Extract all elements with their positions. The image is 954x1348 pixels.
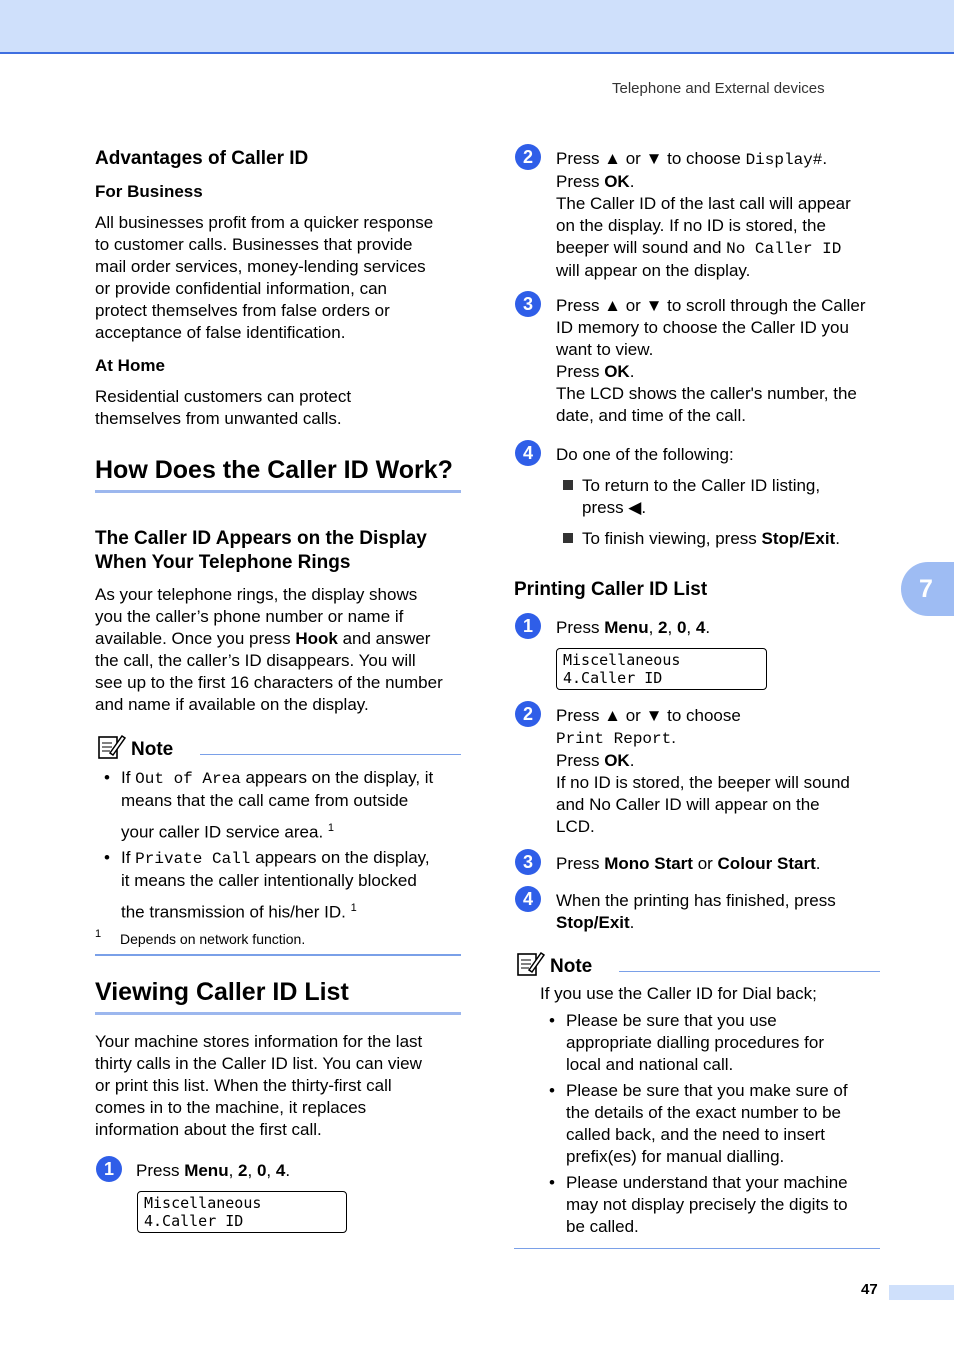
section-rule bbox=[95, 490, 461, 493]
text-line bbox=[121, 897, 466, 924]
note-bullet-marker: • bbox=[104, 848, 110, 867]
note-label: Note bbox=[550, 956, 593, 977]
key-0: 0 bbox=[676, 618, 687, 637]
text-run: . bbox=[629, 172, 635, 191]
lcd-text: Out of Area bbox=[135, 770, 241, 788]
lcd-display bbox=[556, 648, 767, 690]
text-run: , bbox=[686, 618, 696, 637]
text-line: As your telephone rings, the display shows bbox=[95, 585, 418, 604]
text-run: the transmission of his/her ID. bbox=[121, 902, 351, 922]
stop-exit-key: Stop/Exit bbox=[761, 529, 836, 548]
text-line: The LCD shows the caller's number, the bbox=[556, 384, 857, 403]
text-line: appropriate dialling procedures for bbox=[566, 1033, 824, 1052]
note-bullet-marker: • bbox=[549, 1081, 555, 1100]
step-text bbox=[556, 890, 886, 934]
step-number: 2 bbox=[515, 144, 541, 170]
text-run: available. Once you press bbox=[95, 629, 296, 648]
text-run: To finish viewing, press bbox=[582, 529, 762, 548]
note-item bbox=[121, 847, 466, 924]
text-line: Your machine stores information for the last bbox=[95, 1032, 423, 1051]
text-run: Press bbox=[556, 362, 605, 381]
step-text: Do one of the following: bbox=[556, 445, 734, 464]
text-run: beeper will sound and bbox=[556, 238, 727, 257]
lcd-text: Display# bbox=[745, 151, 823, 169]
key-0: 0 bbox=[256, 1161, 267, 1180]
text-line: If no ID is stored, the beeper will sound bbox=[556, 773, 850, 792]
text-line: LCD. bbox=[556, 817, 595, 836]
text-line: All businesses profit from a quicker response bbox=[95, 213, 434, 232]
menu-key: Menu bbox=[604, 618, 649, 637]
hook-key: Hook bbox=[295, 629, 338, 648]
colour-start-key: Colour Start bbox=[717, 854, 816, 873]
note-end-rule bbox=[514, 1248, 880, 1249]
note-intro: If you use the Caller ID for Dial back; bbox=[540, 984, 817, 1003]
note-label: Note bbox=[131, 739, 174, 760]
text-line: The Caller ID of the last call will appear bbox=[556, 194, 851, 213]
text-line: or provide confidential information, can bbox=[95, 279, 387, 298]
text-line: or print this list. When the thirty-first call bbox=[95, 1076, 392, 1095]
step-text bbox=[556, 148, 886, 282]
step-text bbox=[136, 1160, 290, 1182]
step-number: 2 bbox=[515, 701, 541, 727]
text-line bbox=[556, 727, 886, 750]
stop-exit-key: Stop/Exit bbox=[556, 913, 630, 932]
header-band bbox=[0, 0, 954, 54]
text-line: information about the first call. bbox=[95, 1120, 322, 1139]
text-run: To return to the Caller ID listing, bbox=[582, 476, 821, 495]
footnote-ref: 1 bbox=[327, 822, 335, 834]
text-line: Please understand that your machine bbox=[566, 1173, 848, 1192]
text-run: , bbox=[648, 618, 659, 637]
key-2: 2 bbox=[238, 1161, 248, 1180]
note-rule bbox=[619, 971, 880, 972]
text-run: If bbox=[121, 768, 136, 787]
step-bullet bbox=[563, 528, 883, 550]
at-home-title: At Home bbox=[95, 356, 165, 375]
text-run: Press bbox=[136, 1161, 185, 1180]
text-line bbox=[121, 767, 466, 790]
for-business-title: For Business bbox=[95, 182, 203, 201]
text-line bbox=[556, 237, 886, 260]
text-run: . bbox=[815, 854, 821, 873]
lcd-line: 4.Caller ID bbox=[563, 669, 663, 687]
note-bullet-marker: • bbox=[104, 768, 110, 787]
text-run: . bbox=[285, 1161, 291, 1180]
step-number: 3 bbox=[515, 291, 541, 317]
text-line bbox=[95, 628, 443, 650]
text-line: Press ▲ or ▼ to scroll through the Caller bbox=[556, 296, 866, 315]
text-line bbox=[121, 847, 466, 870]
note-end-rule bbox=[95, 954, 461, 956]
step-number: 1 bbox=[515, 613, 541, 639]
lcd-text: No Caller ID bbox=[726, 240, 842, 258]
text-run: Press bbox=[556, 172, 605, 191]
text-line: and name if available on the display. bbox=[95, 695, 369, 714]
text-run: . bbox=[835, 529, 840, 548]
note-bullet-marker: • bbox=[549, 1011, 555, 1030]
step-number: 3 bbox=[515, 849, 541, 875]
footnote-number: 1 bbox=[95, 928, 102, 940]
step-text bbox=[556, 705, 886, 838]
text-line: the details of the exact number to be bbox=[566, 1103, 842, 1122]
text-line: be called. bbox=[566, 1217, 639, 1236]
text-run: . bbox=[822, 149, 828, 168]
text-line: press ◀. bbox=[582, 498, 647, 517]
text-run: . bbox=[705, 618, 711, 637]
text-line: thirty calls in the Caller ID list. You can view bbox=[95, 1054, 422, 1073]
text-line: When Your Telephone Rings bbox=[95, 552, 351, 573]
step-number: 4 bbox=[515, 886, 541, 912]
text-line: it means the caller intentionally blocked bbox=[121, 871, 417, 890]
lcd-line: Miscellaneous bbox=[144, 1194, 262, 1212]
text-line: on the display. If no ID is stored, the bbox=[556, 216, 826, 235]
text-line: mail order services, money-lending services bbox=[95, 257, 426, 276]
for-business-text bbox=[95, 212, 433, 344]
text-line: comes in to the machine, it replaces bbox=[95, 1098, 367, 1117]
text-line: the call, the caller’s ID disappears. You will bbox=[95, 651, 416, 670]
lcd-text: Private Call bbox=[135, 850, 251, 868]
text-line: The Caller ID Appears on the Display bbox=[95, 528, 427, 549]
text-line: local and national call. bbox=[566, 1055, 734, 1074]
ok-key: OK bbox=[604, 362, 630, 381]
at-home-text bbox=[95, 386, 351, 430]
text-line: Please be sure that you use bbox=[566, 1011, 777, 1030]
text-run: , bbox=[667, 618, 677, 637]
lcd-text: Print Report bbox=[556, 730, 672, 748]
ok-key: OK bbox=[604, 172, 630, 191]
square-bullet-icon bbox=[563, 533, 573, 543]
text-line bbox=[556, 148, 886, 171]
text-run: , bbox=[266, 1161, 276, 1180]
square-bullet-icon bbox=[563, 480, 573, 490]
text-line: want to view. bbox=[556, 340, 654, 359]
step-text bbox=[556, 853, 821, 875]
text-run: Press ▲ or ▼ to choose bbox=[556, 149, 746, 168]
text-line: Residential customers can protect bbox=[95, 387, 352, 406]
text-line: Please be sure that you make sure of bbox=[566, 1081, 848, 1100]
lcd-line: Miscellaneous bbox=[563, 651, 681, 669]
text-run: Press bbox=[556, 854, 605, 873]
note-rule bbox=[200, 754, 461, 755]
note-pencil-icon bbox=[98, 733, 126, 759]
section-rule bbox=[95, 1012, 461, 1015]
text-run: . bbox=[629, 751, 635, 770]
text-run: , bbox=[247, 1161, 257, 1180]
text-run: or bbox=[692, 854, 718, 873]
key-4: 4 bbox=[695, 618, 706, 637]
note-item bbox=[121, 767, 466, 844]
text-run: . bbox=[671, 728, 676, 747]
text-line: to customer calls. Businesses that provide bbox=[95, 235, 413, 254]
key-2: 2 bbox=[658, 618, 668, 637]
how-title: How Does the Caller ID Work? bbox=[95, 456, 453, 484]
appears-text bbox=[95, 584, 443, 716]
text-run: Press bbox=[556, 618, 605, 637]
running-header: Telephone and External devices bbox=[612, 80, 825, 97]
text-line bbox=[556, 750, 886, 772]
page-number: 47 bbox=[861, 1281, 878, 1298]
text-line bbox=[556, 361, 886, 383]
note-item bbox=[566, 1172, 886, 1238]
step-text bbox=[556, 617, 710, 639]
step-number: 1 bbox=[96, 1156, 122, 1182]
note-item bbox=[566, 1080, 886, 1168]
text-line: called back, and the need to insert bbox=[566, 1125, 825, 1144]
text-line: acceptance of false identification. bbox=[95, 323, 346, 342]
text-line bbox=[556, 912, 886, 934]
note-item bbox=[566, 1010, 886, 1076]
text-run: appears on the display, it bbox=[240, 768, 434, 787]
mono-start-key: Mono Start bbox=[604, 854, 693, 873]
text-run: , bbox=[228, 1161, 239, 1180]
text-line: and No Caller ID will appear on the bbox=[556, 795, 820, 814]
text-run: Press bbox=[556, 751, 605, 770]
note-pencil-icon bbox=[517, 950, 545, 976]
lcd-display bbox=[137, 1191, 347, 1233]
text-run: your caller ID service area. bbox=[121, 822, 328, 842]
text-line: ID memory to choose the Caller ID you bbox=[556, 318, 849, 337]
text-run: . bbox=[629, 362, 635, 381]
footnote-text: Depends on network function. bbox=[120, 931, 306, 947]
step-number: 4 bbox=[515, 440, 541, 466]
step-bullet bbox=[563, 475, 883, 519]
ok-key: OK bbox=[604, 751, 630, 770]
text-run: . bbox=[629, 913, 635, 932]
text-run: and answer bbox=[337, 629, 431, 648]
lcd-line: 4.Caller ID bbox=[144, 1212, 244, 1230]
text-line: you the caller’s phone number or name if bbox=[95, 607, 404, 626]
appears-title bbox=[95, 527, 427, 575]
step-text bbox=[556, 295, 886, 427]
printing-title: Printing Caller ID List bbox=[514, 579, 708, 600]
text-line: may not display precisely the digits to bbox=[566, 1195, 848, 1214]
viewing-title: Viewing Caller ID List bbox=[95, 978, 349, 1006]
text-line bbox=[121, 817, 466, 844]
note-bullet-marker: • bbox=[549, 1173, 555, 1192]
text-line: protect themselves from false orders or bbox=[95, 301, 390, 320]
text-run: If bbox=[121, 848, 136, 867]
footnote-ref: 1 bbox=[350, 902, 357, 914]
text-line bbox=[556, 171, 886, 193]
text-line: prefix(es) for manual dialling. bbox=[566, 1147, 785, 1166]
text-line bbox=[563, 475, 883, 497]
chapter-tab: 7 bbox=[901, 562, 954, 616]
text-run: appears on the display, bbox=[250, 848, 430, 867]
text-line: will appear on the display. bbox=[556, 261, 751, 280]
menu-key: Menu bbox=[184, 1161, 229, 1180]
viewing-text bbox=[95, 1031, 422, 1141]
text-line: means that the call came from outside bbox=[121, 791, 409, 810]
text-line: see up to the first 16 characters of the number bbox=[95, 673, 443, 692]
page-marker bbox=[889, 1285, 954, 1300]
text-line: themselves from unwanted calls. bbox=[95, 409, 342, 428]
text-line: Press ▲ or ▼ to choose bbox=[556, 706, 741, 725]
text-line: When the printing has finished, press bbox=[556, 891, 836, 910]
key-4: 4 bbox=[275, 1161, 286, 1180]
advantages-title: Advantages of Caller ID bbox=[95, 148, 309, 169]
text-line: date, and time of the call. bbox=[556, 406, 746, 425]
